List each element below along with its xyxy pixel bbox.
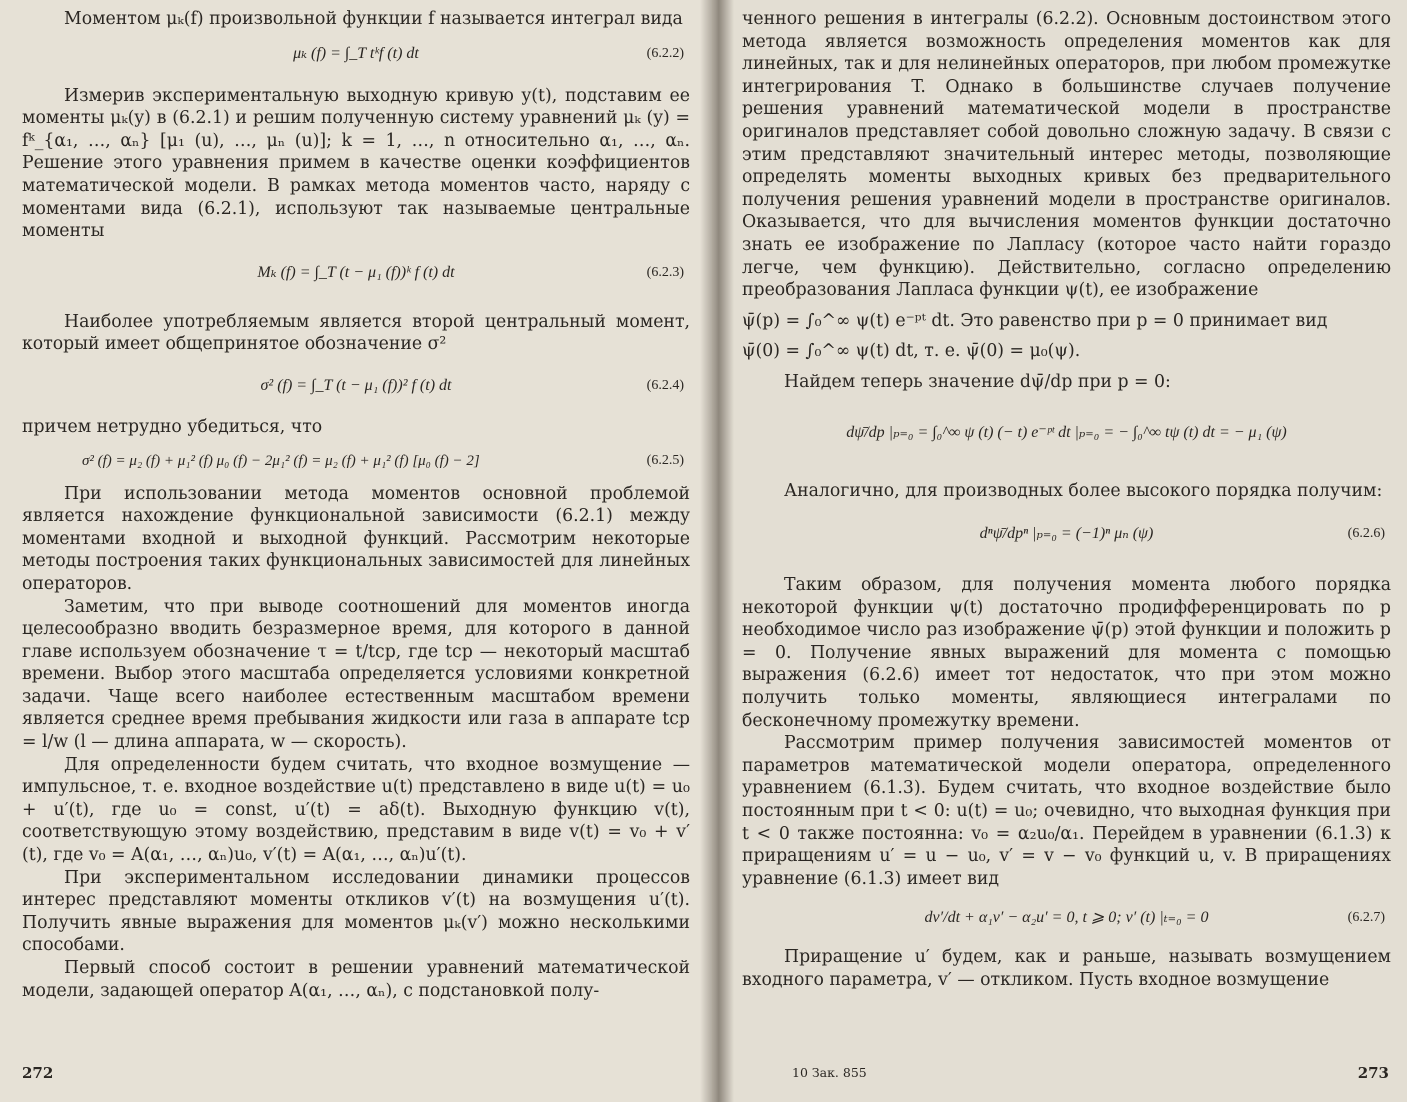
equation: [742, 502, 1391, 566]
equation: [22, 439, 690, 483]
paragraph: ψ̄(p) = ∫₀^∞ ψ(t) e⁻ᵖᵗ dt. Это равенство при p = 0 принимает вид: [742, 310, 1328, 331]
equation: [22, 356, 690, 416]
signature-mark: 10 Зак. 855: [792, 1065, 867, 1080]
paragraph: Моментом μₖ(f) произвольной функции f называется интеграл вида: [64, 9, 683, 29]
paragraph: Приращение u′ будем, как и раньше, называть возмущением входного параметра, v′ — откликом. Пусть входное возмущение: [742, 947, 1391, 990]
right-page: [712, 0, 1407, 1102]
paragraph: Аналогично, для производных более высокого порядка получим:: [784, 480, 1383, 501]
paragraph: Первый способ состоит в решении уравнений математической модели, задающей оператор A(α₁, …, αₙ), с подстановкой полу-: [22, 958, 690, 1001]
equation-formula: σ² (f) = ∫_T (t − μ₁ (f))² f (t) dt: [260, 376, 452, 394]
paragraph: Заметим, что при выводе соотношений для моментов иногда целесообразно вводить безразмерное время, для которого в данной главе используем обозначение τ = t/tср, где tср — некоторый масштаб времени. Выбор этого масштаба определяется условиями конкретной задачи. Чаще всего наиболее естественным масштабом времени является среднее время пребывания жидкости или газа в аппарате tср = l/w (l — длина аппарата, w — скорость).: [22, 596, 690, 753]
paragraph: При использовании метода моментов основной проблемой является нахождение функциональной зависимости (6.2.1) между моментами входной и выходной функций. Рассмотрим некоторые методы построения таких функциональных зависимостей для линейных операторов.: [22, 483, 690, 594]
equation-formula: μₖ (f) = ∫_T tᵏf (t) dt: [293, 44, 419, 62]
paragraph: При экспериментальном исследовании динамики процессов интерес представляют моменты откликов v′(t) на возмущения u′(t). Получить явные выражения для моментов μₖ(v′) можно несколькими способами.: [22, 867, 690, 956]
equation-formula: Mₖ (f) = ∫_T (t − μ₁ (f))ᵏ f (t) dt: [257, 263, 455, 281]
equation-formula: dv′/dt + α₁v′ − α₂u′ = 0, t ⩾ 0; v′ (t) |ₜ₌₀ = 0: [924, 909, 1209, 927]
paragraph: Рассмотрим пример получения зависимостей моментов от параметров математической модели оператора, определенного уравнением (6.1.3). Будем считать, что входное воздействие было постоянным при t < 0: u(t) = u₀; очевидно, что выходная функция при t < 0 также постоянна: v₀ = α₂u₀/α₁. Перейдем в уравнении (6.1.3) к приращениям u′ = u − u₀, v′ = v − v₀ функций u, v. В приращениях уравнение (6.1.3) имеет вид: [742, 733, 1391, 889]
equation-number: (6.2.6): [1347, 526, 1385, 542]
equation-formula: dⁿψ̄/dpⁿ |ₚ₌₀ = (−1)ⁿ μₙ (ψ): [979, 525, 1154, 543]
paragraph: Найдем теперь значение dψ̄/dp при p = 0:: [784, 371, 1171, 392]
equation-number: (6.2.7): [1347, 910, 1385, 926]
equation: [22, 243, 690, 303]
paragraph: причем нетрудно убедиться, что: [22, 416, 323, 437]
paragraph: Наиболее употребляемым является второй центральный момент, который имеет общепринятое обозначение σ²: [22, 311, 690, 355]
equation-number: (6.2.2): [646, 45, 684, 61]
equation-formula: σ² (f) = μ₂ (f) + μ₁² (f) μ₀ (f) − 2μ₁² (f) = μ₂ (f) + μ₁² (f) [μ₀ (f) − 2]: [82, 452, 480, 469]
equation-number: (6.2.5): [646, 452, 684, 468]
equation: [22, 31, 690, 77]
paragraph: Для определенности будем считать, что входное возмущение — импульсное, т. е. входное воздействие u(t) представлено в виде u(t) = u₀ + u′(t), где u₀ = const, u′(t) = aδ(t). Выходную функцию v(t), соответствующую этому воздействию, представим в виде v(t) = v₀ + v′(t), где v₀ = A(α₁, …, αₙ)u₀, v′(t) = A(α₁, …, αₙ)u′(t).: [22, 754, 690, 866]
equation-formula: dψ̄/dp |ₚ₌₀ = ∫₀^∞ ψ (t) (− t) e⁻ᵖᵗ dt |ₚ₌₀ = − ∫₀^∞ tψ (t) dt = − μ₁ (ψ): [846, 423, 1287, 441]
paragraph: ченного решения в интегралы (6.2.2). Основным достоинством этого метода является возможность определения моментов как для линейных, так и для нелинейных операторов, при любом промежутке интегрирования T. Однако в большинстве случаев получение решения уравнений математической модели в пространстве оригиналов представляет собой довольно сложную задачу. В связи с этим представляют значительный интерес методы, позволяющие определять моменты выходных кривых без предварительного получения решения уравнений модели в пространстве оригиналов. Оказывается, что для вычисления моментов функции достаточно знать ее изображение по Лапласу (которое часто найти гораздо легче, чем функцию). Действительно, согласно определению преобразования Лапласа функции ψ(t), ее изображение: [742, 9, 1391, 301]
page-number: 273: [1357, 1064, 1389, 1082]
equation-number: (6.2.4): [646, 377, 684, 393]
equation: [742, 394, 1391, 472]
equation: [742, 890, 1391, 946]
paragraph: Таким образом, для получения момента любого порядка некоторой функции ψ(t) достаточно продифференцировать по p необходимое число раз изображение ψ̄(p) этой функции и положить p = 0. Получение явных выражений для момента с помощью выражения (6.2.6) имеет тот недостаток, что при этом можно получить только моменты, являющиеся интегралами по бесконечному промежутку времени.: [742, 575, 1391, 731]
paragraph: ψ̄(0) = ∫₀^∞ ψ(t) dt, т. е. ψ̄(0) = μ₀(ψ).: [742, 341, 1081, 362]
equation-number: (6.2.3): [646, 264, 684, 280]
page-number: 272: [22, 1064, 54, 1082]
paragraph: Измерив экспериментальную выходную кривую y(t), подставим ее моменты μₖ(y) в (6.2.1) и решим полученную систему уравнений μₖ (y) = fᵏ_{α₁, …, αₙ} [μ₁ (u), …, μₙ (u)]; k = 1, …, n относительно α₁, …, αₙ. Решение этого уравнения примем в качестве оценки коэффициентов математической модели. В рамках метода моментов часто, наряду с моментами вида (6.2.1), используют так называемые центральные моменты: [22, 85, 690, 242]
